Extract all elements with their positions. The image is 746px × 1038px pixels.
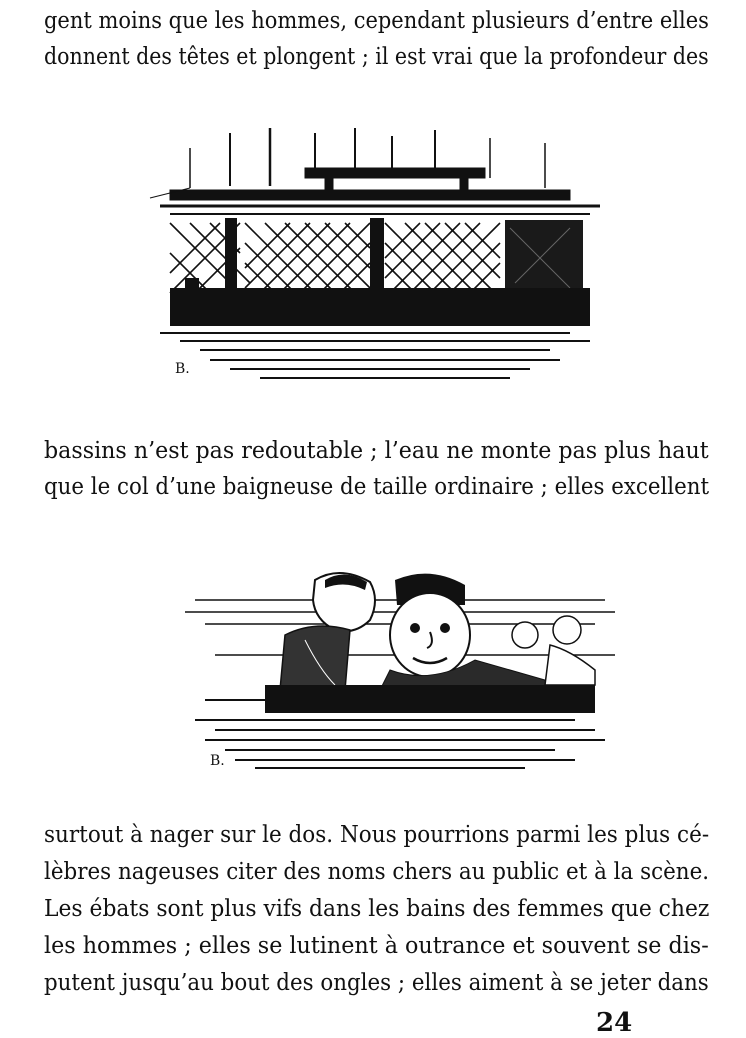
illustration-signature: B. xyxy=(210,753,225,769)
text-line: les hommes ; elles se lutinent à outrance et souvent se dis- xyxy=(44,933,709,959)
illustration-signature: B. xyxy=(175,361,190,377)
swimming-women-illustration xyxy=(175,560,625,780)
page-number: 24 xyxy=(596,1008,633,1038)
text-line: donnent des têtes et plongent ; il est vrai que la profondeur des xyxy=(44,44,709,70)
bath-platform-illustration xyxy=(130,128,610,396)
text-line: bassins n’est pas redoutable ; l’eau ne monte pas plus haut xyxy=(44,438,709,464)
text-line: que le col d’une baigneuse de taille ordinaire ; elles excellent xyxy=(44,474,710,500)
text-line: surtout à nager sur le dos. Nous pourrions parmi les plus cé- xyxy=(44,822,710,848)
text-line: lèbres nageuses citer des noms chers au public et à la scène. xyxy=(44,859,710,885)
text-line: putent jusqu’au bout des ongles ; elles aiment à se jeter dans xyxy=(44,970,709,996)
text-line: Les ébats sont plus vifs dans les bains des femmes que chez xyxy=(44,896,710,922)
text-line: gent moins que les hommes, cependant plusieurs d’entre elles xyxy=(44,8,709,34)
